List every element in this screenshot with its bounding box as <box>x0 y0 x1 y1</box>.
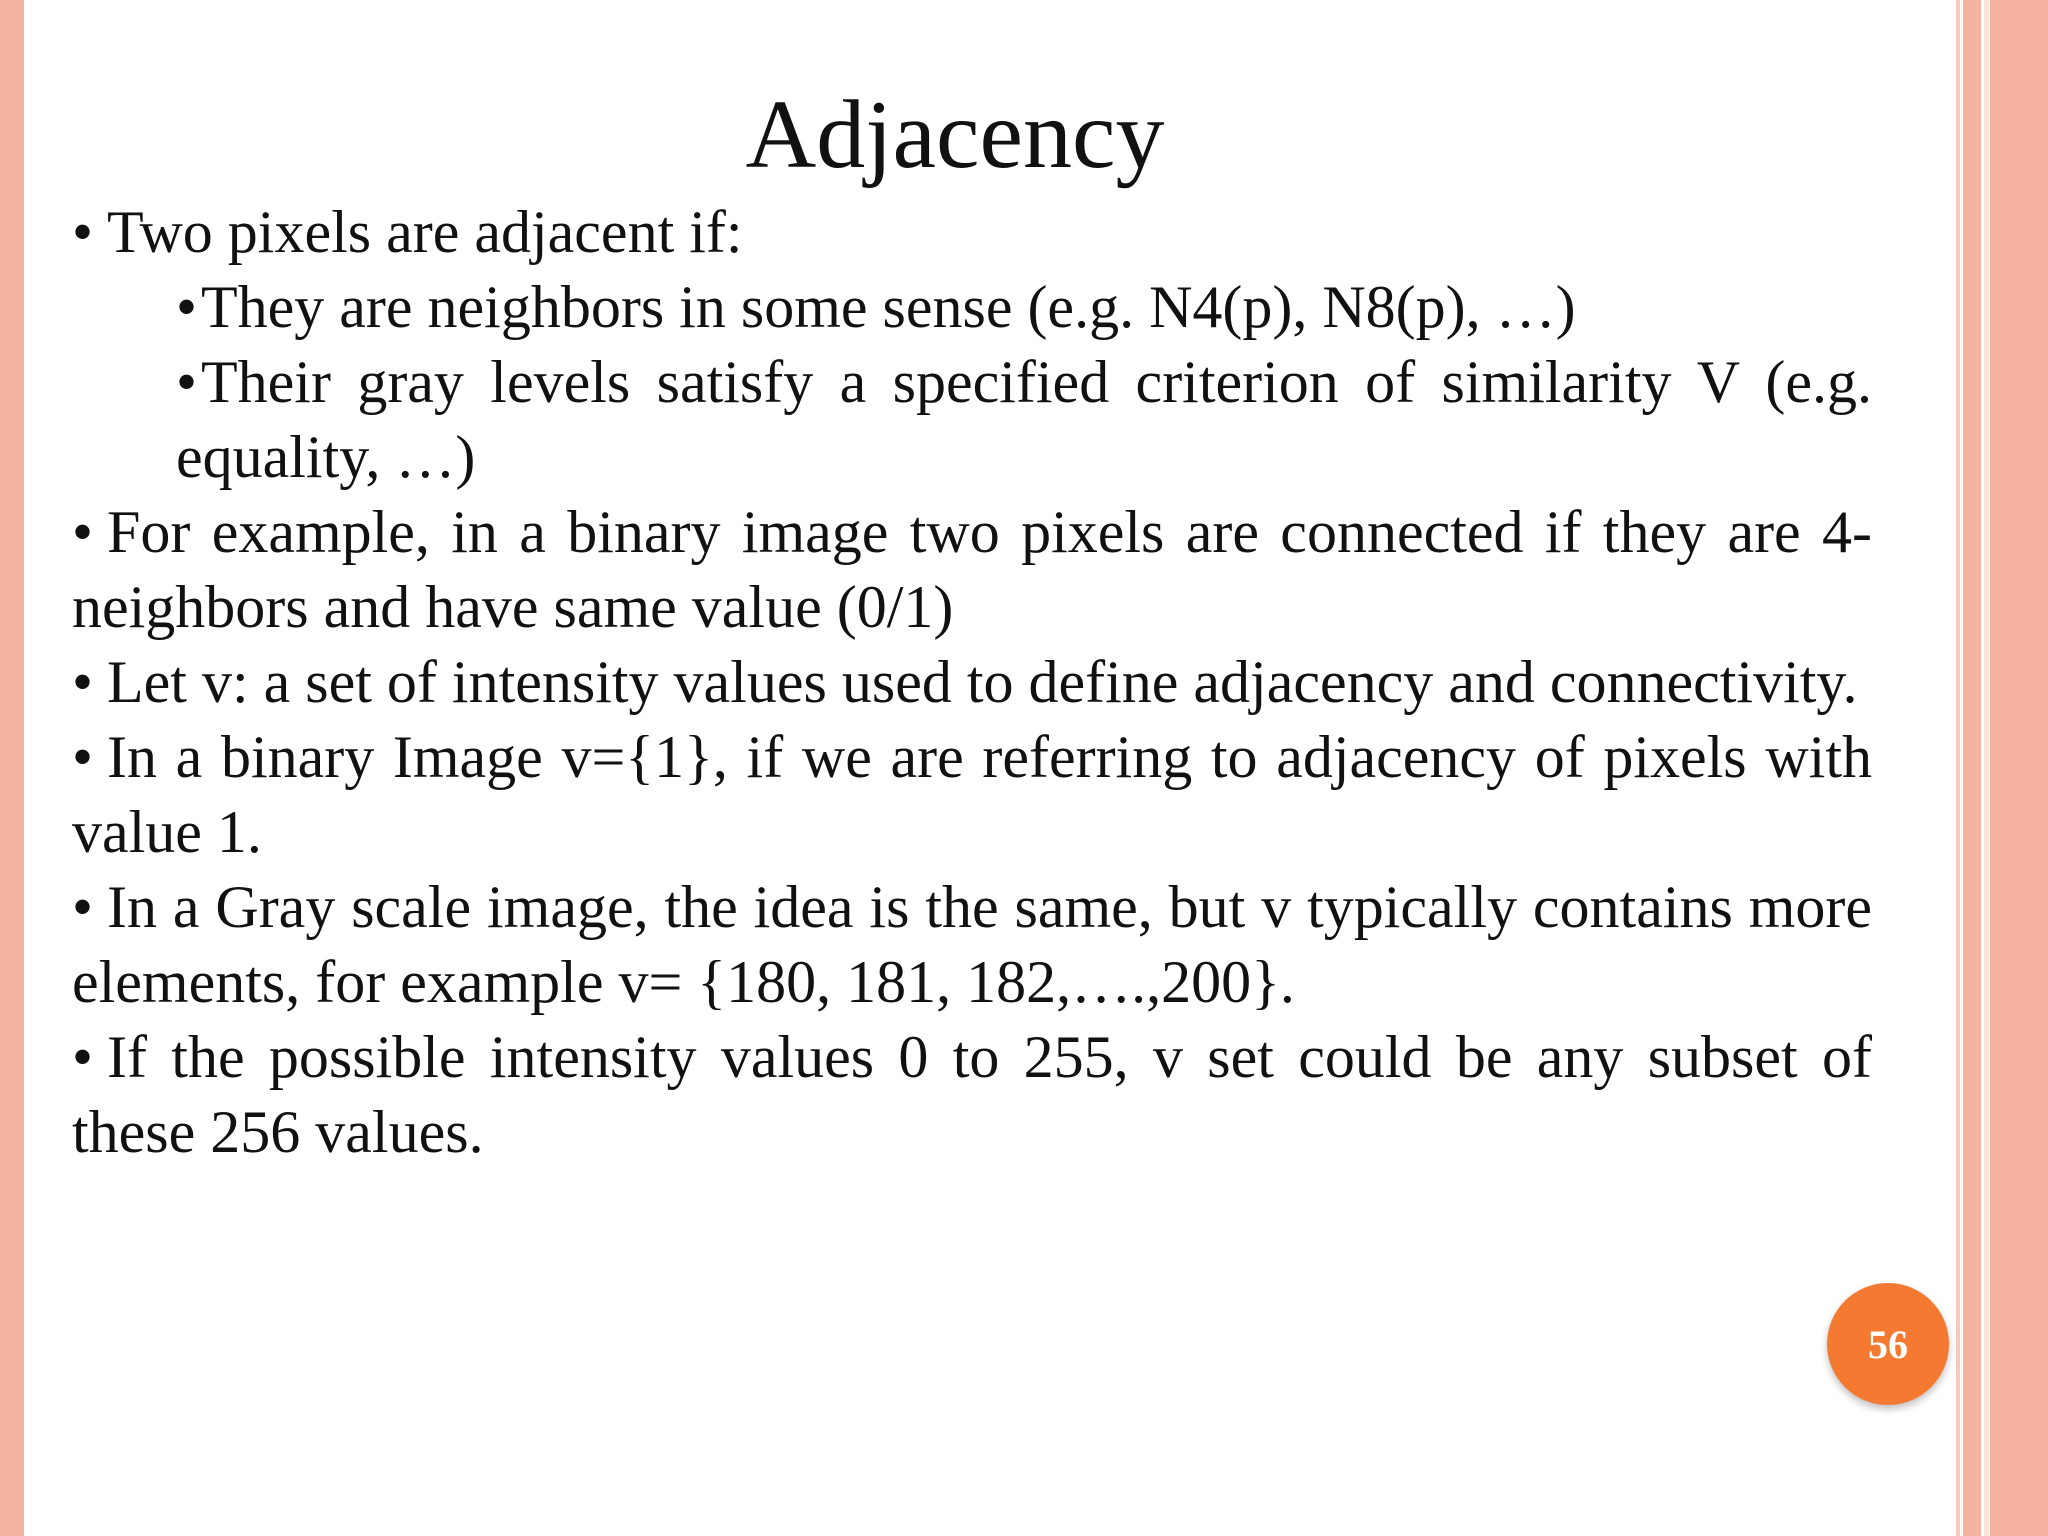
right-border-stripe <box>1984 0 1989 1536</box>
bullet-icon: • <box>72 874 94 940</box>
bullet-text: Two pixels are adjacent if: <box>107 199 743 265</box>
bullet-text: In a Gray scale image, the idea is the same, but v typically contains more elements, for example v= {180, 181, 182,….,200}. <box>72 874 1872 1015</box>
bullet-item <box>72 195 1872 270</box>
sub-bullet-item <box>72 270 1872 345</box>
bullet-text: If the possible intensity values 0 to 255, v set could be any subset of these 256 values. <box>72 1024 1872 1165</box>
bullet-icon: • <box>72 1024 94 1090</box>
sub-bullet-item <box>72 345 1872 495</box>
left-border-bar <box>0 0 24 1536</box>
right-border-stripe <box>1963 0 1981 1536</box>
bullet-icon: • <box>72 199 94 265</box>
bullet-icon: • <box>72 649 94 715</box>
bullet-item <box>72 495 1872 645</box>
right-border-bar <box>1990 0 2048 1536</box>
bullet-item <box>72 645 1872 720</box>
bullet-icon: • <box>176 274 198 340</box>
bullet-text: They are neighbors in some sense (e.g. N4(p), N8(p), …) <box>201 274 1576 340</box>
page-number-badge: 56 <box>1827 1283 1949 1405</box>
bullet-text: For example, in a binary image two pixels are connected if they are 4-neighbors and have same value (0/1) <box>72 499 1872 640</box>
bullet-icon: • <box>72 499 94 565</box>
right-border-stripe <box>1956 0 1960 1536</box>
bullet-item <box>72 870 1872 1020</box>
bullet-text: Let v: a set of intensity values used to define adjacency and connectivity. <box>107 649 1858 715</box>
slide-body <box>72 195 1872 1170</box>
bullet-item <box>72 720 1872 870</box>
bullet-icon: • <box>72 724 94 790</box>
bullet-icon: • <box>176 349 198 415</box>
bullet-text: In a binary Image v={1}, if we are referring to adjacency of pixels with value 1. <box>72 724 1872 865</box>
bullet-item <box>72 1020 1872 1170</box>
slide-title: Adjacency <box>745 81 1165 189</box>
bullet-text: Their gray levels satisfy a specified criterion of similarity V (e.g. equality, …) <box>176 349 1872 490</box>
